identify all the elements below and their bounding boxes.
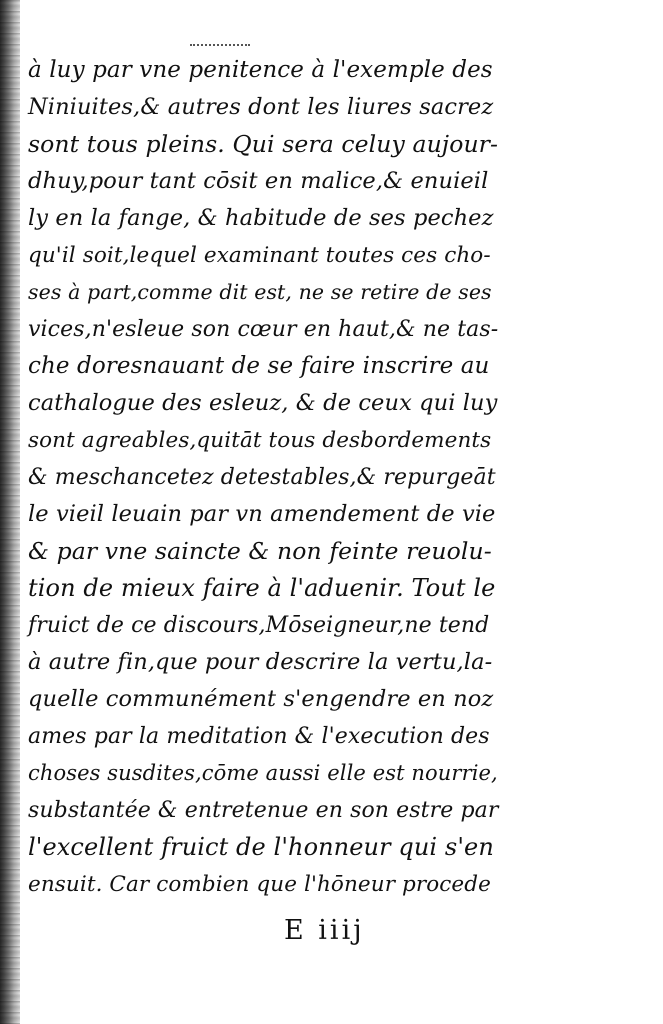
text-line: vices,n'esleue son cœur en haut,& ne tas- [28,317,499,342]
text-line: ames par la meditation & l'execution des [28,724,490,749]
page-text-block [28,52,498,903]
text-line: à luy par vne penitence à l'exemple des [28,57,493,83]
text-line: à autre fin,que pour descrire la vertu,la- [28,649,493,675]
text-line: che doresnauant de se faire inscrire au [28,353,490,379]
text-line: Niniuites,& autres dont les liures sacrez [28,94,494,120]
text-line: sont agreables,quitāt tous desbordements [28,428,492,453]
text-line: sont tous pleins. Qui sera celuy aujour- [28,130,499,158]
text-line: ses à part,comme dit est, ne se retire de ses [28,280,492,304]
text-line: cathalogue des esleuz, & de ceux qui luy [28,390,498,416]
binding-texture [0,0,20,1024]
text-line: ly en la fange, & habitude de ses pechez [28,205,494,231]
text-line: l'excellent fruict de l'honneur qui s'en [28,833,494,861]
text-line: quelle communément s'engendre en noz [28,686,494,712]
text-line: choses susdites,cōme aussi elle est nourrie, [28,761,498,785]
text-line: dhuy,pour tant cōsit en malice,& enuieil [28,168,489,194]
text-line: & par vne saincte & non feinte reuolu- [28,537,492,565]
text-line: substantée & entretenue en son estre par [28,798,499,823]
text-line: fruict de ce discours,Mōseigneur,ne tend [28,613,490,638]
text-line: qu'il soit,lequel examinant toutes ces cho- [28,243,491,268]
ink-smudge-mark [190,44,250,50]
text-line: ensuit. Car combien que l'hōneur procede [28,872,491,897]
text-line: & meschancetez detestables,& repurgeāt [28,465,496,490]
signature-mark: E iiij [284,915,365,946]
text-line: le vieil leuain par vn amendement de vie [28,501,496,527]
text-line: tion de mieux faire à l'aduenir. Tout le [28,574,496,602]
